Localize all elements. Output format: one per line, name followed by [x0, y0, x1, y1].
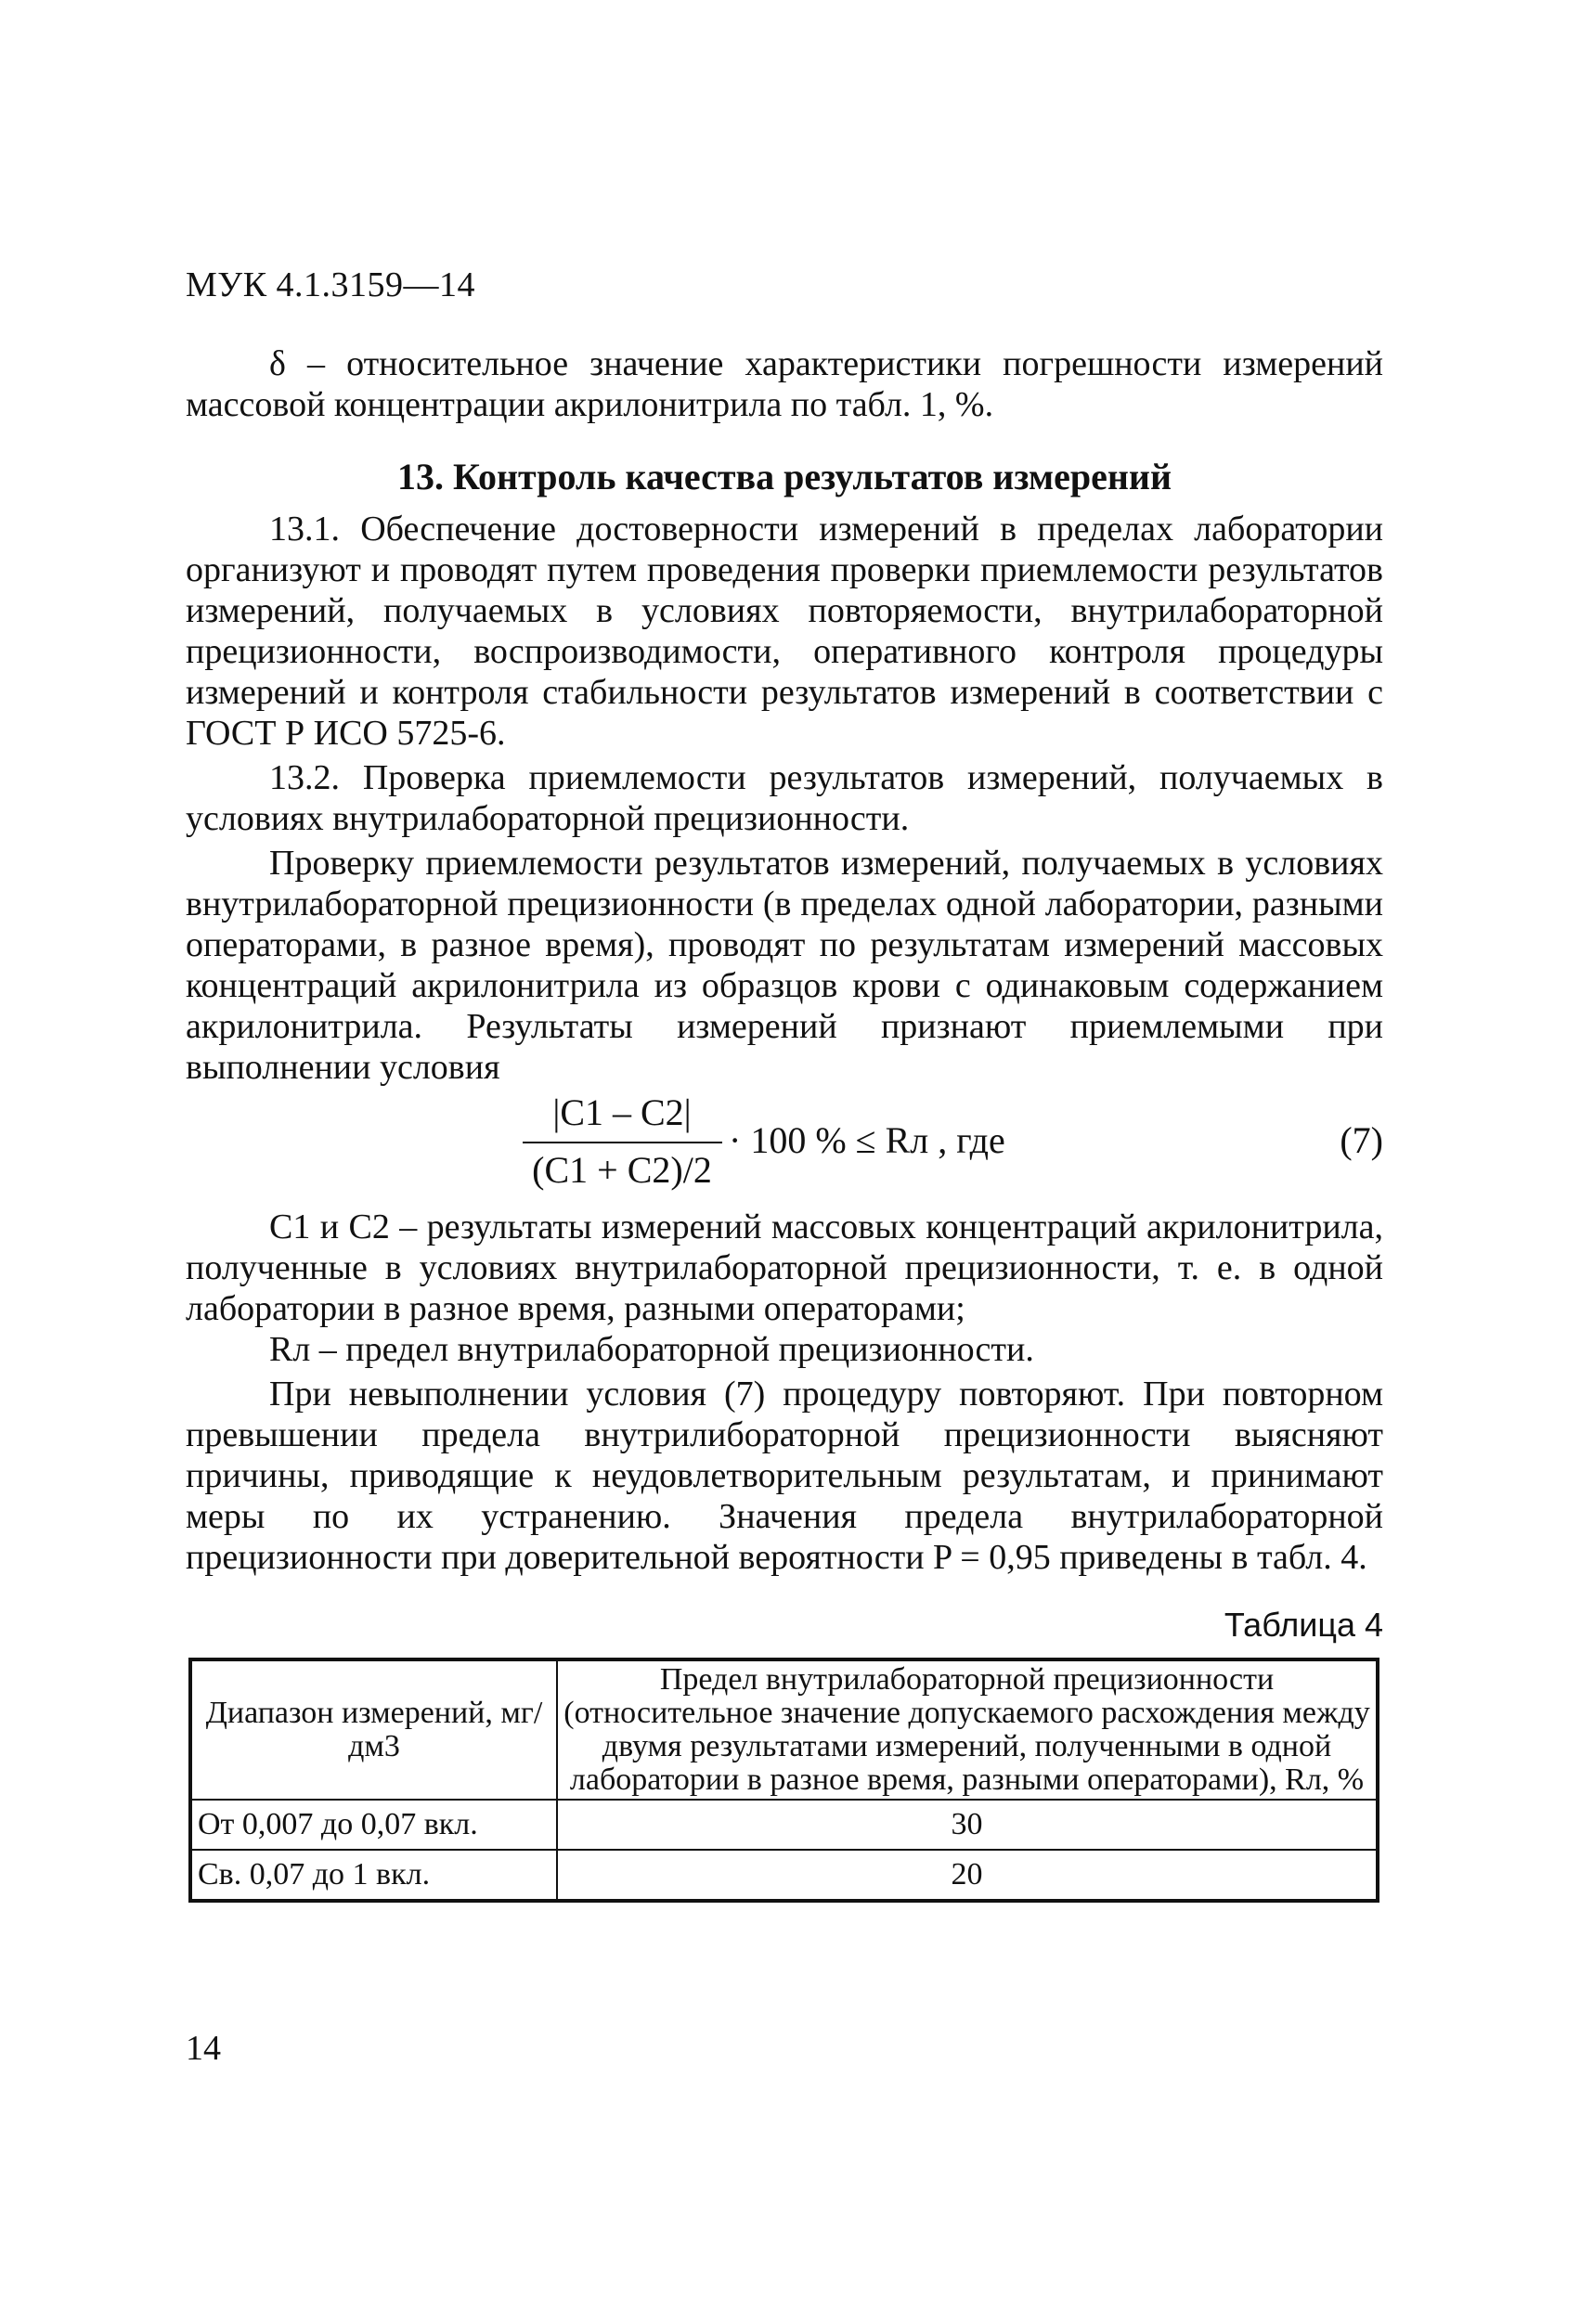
document-code: МУК 4.1.3159—14	[186, 265, 476, 304]
paragraph-repeat: При невыполнении условия (7) процедуру повторяют. При повторном превышении предела внутрилибораторной прецизионности выясняют причины, приводящие к неудовлетворительным результатам, и принимают меры по их устранению. Значения предела внутрилабораторной прецизионности при доверительной вероятности P = 0,95 приведены в табл. 4.	[186, 1375, 1383, 1577]
header-range: Диапазон измерений, мг/дм3	[190, 1659, 557, 1800]
section-heading: 13. Контроль качества результатов измерений	[397, 456, 1172, 497]
table-row	[190, 1800, 1378, 1850]
delta-definition	[186, 343, 1383, 425]
formula-denominator: (C1 + C2)/2	[532, 1149, 712, 1191]
table-4	[188, 1658, 1379, 1903]
section-13-body	[186, 509, 1383, 1088]
definitions-block	[186, 1207, 1383, 1578]
r-definition: Rл – предел внутрилабораторной прецизионности.	[269, 1330, 1034, 1369]
row-range: От 0,007 до 0,07 вкл.	[190, 1800, 557, 1850]
header-limit: Предел внутрилабораторной прецизионности (относительное значение допускаемого расхождения между двумя результатами измерений, полученными в одной лаборатории в разное время, разными операторами), Rл, %	[557, 1659, 1378, 1800]
equation-number: (7)	[1340, 1119, 1383, 1161]
fraction-bar	[523, 1142, 722, 1143]
paragraph-13-2: 13.2. Проверка приемлемости результатов измерений, получаемых в условиях внутрилабораторной прецизионности.	[186, 758, 1383, 838]
table-header-row	[190, 1659, 1378, 1800]
row-range: Св. 0,07 до 1 вкл.	[190, 1850, 557, 1901]
paragraph-check: Проверку приемлемости результатов измерений, получаемых в условиях внутрилабораторной прецизионности (в пределах одной лаборатории, разными операторами, в разное время), проводят по результатам измерений массовых концентраций акрилонитрила из образцов крови с одинаковым содержанием акрилонитрила. Результаты измерений признают приемлемыми при выполнении условия	[186, 844, 1383, 1087]
paragraph-13-1: 13.1. Обеспечение достоверности измерений в пределах лаборатории организуют и проводят путем проведения проверки приемлемости результатов измерений, получаемых в условиях повторяемости, внутрилабораторной прецизионности, воспроизводимости, оперативного контроля процедуры измерений и контроля стабильности результатов измерений в соответствии с ГОСТ Р ИСО 5725-6.	[186, 510, 1383, 753]
row-value: 30	[557, 1800, 1378, 1850]
page-number: 14	[186, 2029, 221, 2068]
formula-numerator: |C1 – C2|	[552, 1091, 692, 1133]
formula-7	[515, 1091, 1383, 1193]
delta-paragraph: δ – относительное значение характеристики погрешности измерений массовой концентрации акрилонитрила по табл. 1, %.	[186, 344, 1383, 424]
table-row	[190, 1850, 1378, 1901]
formula-rest: · 100 % ≤ Rл , где	[729, 1119, 1005, 1161]
c-definition: C1 и C2 – результаты измерений массовых концентраций акрилонитрила, полученные в условиях внутрилабораторной прецизионности, т. е. в одной лаборатории в разное время, разными операторами;	[186, 1207, 1383, 1328]
row-value: 20	[557, 1850, 1378, 1901]
table-caption: Таблица 4	[1224, 1606, 1383, 1644]
